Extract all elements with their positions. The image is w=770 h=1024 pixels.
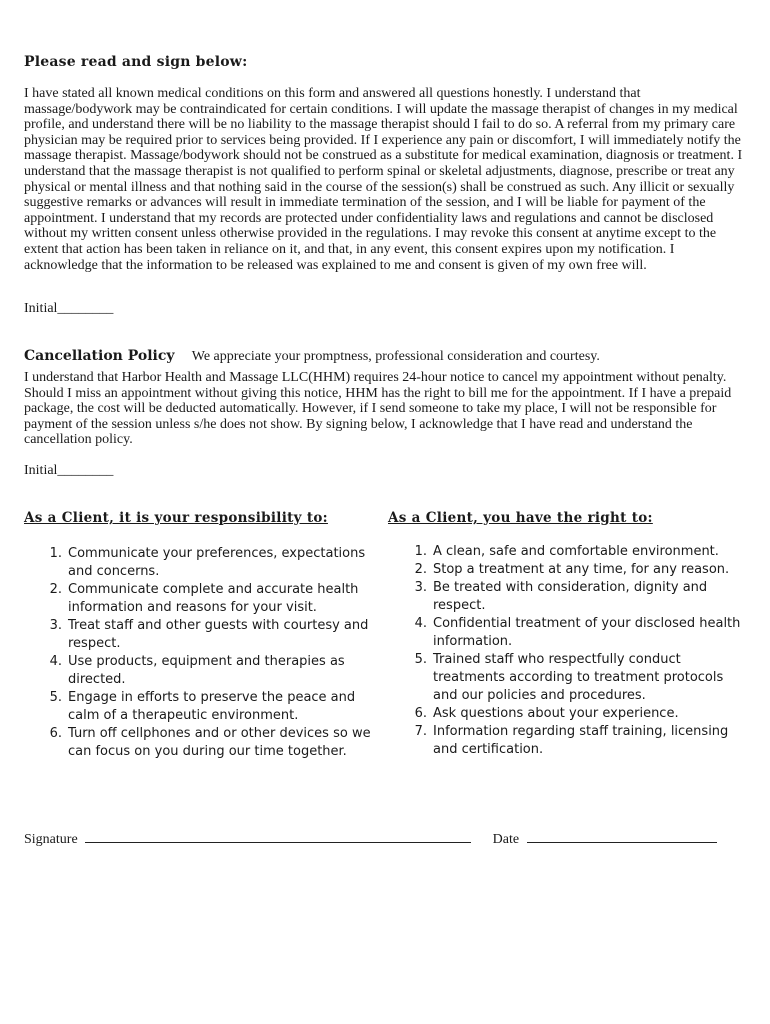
list-item-number: 6. [49, 726, 62, 741]
list-item-text: Communicate your preferences, expectations and concerns. [68, 546, 366, 579]
list-item-text: Information regarding staff training, licensing and certification. [433, 724, 729, 757]
date-label: Date [492, 832, 520, 847]
list-item [409, 723, 741, 759]
list-item [44, 581, 374, 617]
list-item [44, 653, 374, 689]
list-item [409, 615, 741, 651]
consent-heading: Please read and sign below: [24, 54, 248, 70]
cancellation-heading: Cancellation Policy [24, 348, 175, 364]
list-item-number: 7. [414, 724, 427, 739]
signature-label: Signature [24, 832, 78, 847]
list-item-text: Treat staff and other guests with courtesy and respect. [68, 618, 369, 651]
list-item-text: Trained staff who respectfully conduct treatments according to treatment protocols and our policies and procedures. [433, 652, 724, 703]
list-item-number: 1. [49, 546, 62, 561]
list-item-number: 3. [49, 618, 62, 633]
cancellation-initial-field[interactable]: Initial________ [24, 463, 114, 478]
list-item-text: Stop a treatment at any time, for any reason. [433, 562, 730, 577]
consent-body: I have stated all known medical conditions on this form and answered all questions honestly. I understand that massage/bodywork may be contraindicated for certain conditions. I will update the massage therapist of changes in my medical profile, and understand there will be no liability to the massage therapist should I fail to do so. A referral from my primary care physician may be required prior to services being provided. If I experience any pain or discomfort, I will immediately notify the massage therapist. Massage/bodywork should not be construed as a substitute for medical examination, diagnosis or treatment. I understand that the massage therapist is not qualified to perform spinal or skeletal adjustments, diagnose, prescribe or treat any physical or mental illness and that nothing said in the course of the session(s) shall be construed as such. Any illicit or sexually suggestive remarks or advances will result in immediate termination of the session, and I will be liable for payment of the appointment. I understand that my records are protected under confidentiality laws and regulations and cannot be disclosed without my written consent unless otherwise provided in the regulations. I may revoke this consent at anytime except to the extent that action has been taken in reliance on it, and that, in any event, this consent expires upon my notification. I acknowledge that the information to be released was explained to me and consent is given of my own free will. [24, 86, 743, 273]
list-item-text: Communicate complete and accurate health information and reasons for your visit. [68, 582, 359, 615]
signature-row [24, 832, 717, 848]
list-item-text: Use products, equipment and therapies as directed. [68, 654, 345, 687]
signature-line[interactable] [85, 841, 471, 843]
responsibilities-title: As a Client, it is your responsibility to: [24, 510, 328, 526]
list-item [44, 689, 374, 725]
list-item-number: 5. [49, 690, 62, 705]
rights-list [409, 543, 741, 759]
list-item [409, 543, 741, 561]
cancellation-intro: We appreciate your promptness, professional consideration and courtesy. [191, 349, 600, 364]
list-item [44, 617, 374, 653]
list-item [409, 579, 741, 615]
list-item-number: 5. [414, 652, 427, 667]
list-item [409, 705, 741, 723]
date-line[interactable] [527, 841, 717, 843]
list-item-number: 1. [414, 544, 427, 559]
list-item-number: 2. [414, 562, 427, 577]
list-item [409, 561, 741, 579]
list-item-number: 6. [414, 706, 427, 721]
rights-title: As a Client, you have the right to: [388, 510, 653, 526]
list-item-text: A clean, safe and comfortable environment. [433, 544, 719, 559]
list-item-text: Confidential treatment of your disclosed health information. [433, 616, 741, 649]
list-item-text: Engage in efforts to preserve the peace and calm of a therapeutic environment. [68, 690, 356, 723]
list-item-number: 4. [414, 616, 427, 631]
list-item-text: Ask questions about your experience. [433, 706, 679, 721]
list-item [44, 545, 374, 581]
consent-initial-field[interactable]: Initial________ [24, 301, 114, 316]
list-item-number: 4. [49, 654, 62, 669]
list-item-number: 2. [49, 582, 62, 597]
cancellation-body: I understand that Harbor Health and Massage LLC(HHM) requires 24-hour notice to cancel my appointment without penalty. Should I miss an appointment without giving this notice, HHM has the right to bill me for the appointment. If I have a prepaid package, the cost will be deducted automatically. However, if I send someone to take my place, I will not be responsible for payment of the session unless s/he does not show. By signing below, I acknowledge that I have read and understand the cancellation policy. [24, 370, 732, 448]
list-item-text: Be treated with consideration, dignity and respect. [433, 580, 708, 613]
list-item [409, 651, 741, 705]
list-item [44, 725, 374, 761]
list-item-text: Turn off cellphones and or other devices so we can focus on you during our time together. [68, 726, 371, 759]
list-item-number: 3. [414, 580, 427, 595]
responsibilities-list [44, 545, 374, 761]
cancellation-header-row [24, 348, 600, 365]
